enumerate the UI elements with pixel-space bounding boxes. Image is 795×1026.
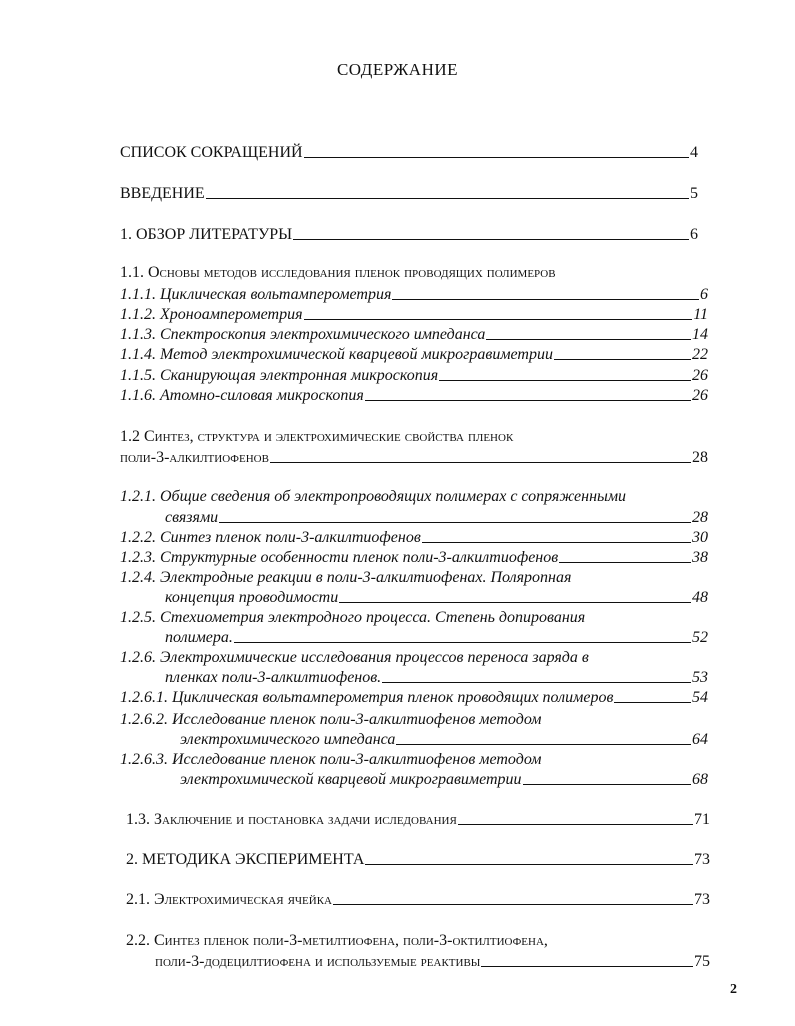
toc-entry-page: 73: [694, 851, 710, 868]
toc-entry-text: 1.1.3. Спектроскопия электрохимического импеданса: [120, 326, 486, 343]
toc-leader: [458, 824, 693, 825]
toc-entry: [120, 285, 708, 304]
toc-entry-text: ВВЕДЕНИЕ: [120, 185, 205, 202]
toc-entry-page: 54: [692, 689, 708, 706]
toc-leader: [382, 682, 691, 683]
toc-entry-line: 1.2.4. Электродные реакции в поли-3-алкилтиофенах. Полярonная: [120, 569, 572, 586]
toc-leader: [422, 542, 691, 543]
toc-section-heading: 2.2. Синтез пленок поли-3-метилтиофена, поли-3-октилтиофена,: [126, 932, 548, 949]
toc-entry-line: 1.2.6.3. Исследование пленок поли-3-алкилтиофенов методом: [120, 751, 542, 768]
toc-entry: [165, 628, 708, 647]
toc-entry-text: поли-3-алкилтиофенов: [120, 449, 269, 466]
toc-entry-page: 6: [700, 286, 708, 303]
toc-entry: [120, 325, 708, 344]
toc-entry-text: 1.3. Заключение и постановка задачи иследования: [126, 811, 457, 828]
toc-entry-page: 6: [690, 226, 698, 243]
toc-entry: [165, 508, 708, 527]
toc-entry: [120, 386, 708, 405]
toc-leader: [333, 904, 693, 905]
toc-leader: [392, 299, 699, 300]
toc-leader: [304, 157, 689, 158]
toc-entry-text: 1. ОБЗОР ЛИТЕРАТУРЫ: [120, 226, 293, 243]
toc-leader: [559, 562, 691, 563]
toc-leader: [365, 400, 691, 401]
toc-entry-text: 2.1. Электрохимическая ячейка: [126, 891, 332, 908]
toc-leader: [206, 198, 689, 199]
toc-leader: [486, 339, 691, 340]
toc-entry-page: 14: [692, 326, 708, 343]
toc-leader: [293, 239, 689, 240]
toc-entry-page: 75: [694, 953, 710, 970]
toc-entry: [120, 366, 708, 385]
toc-entry-page: 28: [692, 509, 708, 526]
toc-entry-page: 48: [692, 589, 708, 606]
toc-entry: [126, 890, 710, 909]
toc-entry: [180, 770, 708, 789]
toc-entry-text: поли-3-додецилтиофена и используемые реактивы: [155, 953, 481, 970]
toc-leader: [339, 602, 691, 603]
toc-leader: [270, 462, 691, 463]
toc-entry-text: 1.1.4. Метод электрохимической кварцевой микрогравиметрии: [120, 346, 553, 363]
toc-entry-page: 11: [693, 306, 708, 323]
toc-entry-page: 64: [692, 731, 708, 748]
toc-entry-line: 1.2.6. Электрохимические исследования процессов переноса заряда в: [120, 649, 589, 666]
toc-entry-page: 28: [692, 449, 708, 466]
toc-leader: [365, 864, 693, 865]
toc-entry-text: электрохимического импеданса: [180, 731, 396, 748]
toc-entry-text: полимера.: [165, 629, 233, 646]
toc-leader: [304, 319, 693, 320]
page-title: СОДЕРЖАНИЕ: [336, 60, 459, 79]
toc-leader: [523, 784, 691, 785]
toc-entry-page: 26: [692, 367, 708, 384]
toc-entry: [120, 143, 698, 162]
toc-entry: [126, 810, 710, 829]
toc-entry: [180, 730, 708, 749]
toc-entry: [120, 688, 708, 707]
toc-entry-text: концепция проводимости: [165, 589, 339, 606]
toc-leader: [234, 642, 691, 643]
page-number: 2: [730, 982, 737, 997]
toc-entry-text: пленках поли-3-алкилтиофенов.: [165, 669, 382, 686]
toc-entry-page: 5: [690, 185, 698, 202]
toc-leader: [396, 744, 691, 745]
toc-entry: [120, 345, 708, 364]
toc-entry: [126, 850, 710, 869]
toc-leader: [614, 702, 691, 703]
toc-entry-line: 1.2.6.2. Исследование пленок поли-3-алкилтиофенов методом: [120, 711, 542, 728]
toc-entry-text: 1.1.6. Атомно-силовая микроскопия: [120, 387, 364, 404]
toc-entry-page: 68: [692, 771, 708, 788]
toc-entry: [155, 952, 710, 971]
toc-entry-page: 22: [692, 346, 708, 363]
toc-entry-text: 1.2.2. Синтез пленок поли-3-алкилтиофенов: [120, 529, 421, 546]
toc-entry-text: 1.2.6.1. Циклическая вольтамперометрия пленок проводящих полимеров: [120, 689, 614, 706]
toc-entry-page: 4: [690, 144, 698, 161]
toc-entry-page: 71: [694, 811, 710, 828]
toc-entry-page: 52: [692, 629, 708, 646]
toc-entry-text: 1.1.2. Хроноамперометрия: [120, 306, 303, 323]
toc-entry-text: 1.1.5. Сканирующая электронная микроскопия: [120, 367, 439, 384]
toc-entry-page: 38: [692, 549, 708, 566]
toc-entry-page: 30: [692, 529, 708, 546]
toc-entry-text: СПИСОК СОКРАЩЕНИЙ: [120, 144, 303, 161]
toc-leader: [481, 966, 693, 967]
toc-entry-text: связями: [165, 509, 219, 526]
toc-entry: [165, 668, 708, 687]
toc-entry-text: 2. МЕТОДИКА ЭКСПЕРИМЕНТА: [126, 851, 365, 868]
toc-entry: [120, 184, 698, 203]
toc-entry: [120, 448, 708, 467]
toc-entry-text: электрохимической кварцевой микрогравиметрии: [180, 771, 522, 788]
toc-entry: [165, 588, 708, 607]
toc-section-heading: 1.2 Синтез, структура и электрохимические свойства пленок: [120, 428, 514, 445]
toc-leader: [219, 522, 691, 523]
toc-entry-page: 26: [692, 387, 708, 404]
toc-section-heading: 1.1. Основы методов исследования пленок проводящих полимеров: [120, 264, 556, 281]
toc-leader: [554, 359, 691, 360]
toc-entry-text: 1.2.3. Структурные особенности пленок поли-3-алкилтиофенов: [120, 549, 559, 566]
toc-entry: [120, 528, 708, 547]
toc-entry-line: 1.2.1. Общие сведения об электропроводящих полимерах с сопряженными: [120, 488, 627, 505]
toc-leader: [439, 380, 691, 381]
toc-entry: [120, 548, 708, 567]
toc-entry: [120, 225, 698, 244]
toc-entry: [120, 305, 708, 324]
toc-entry-text: 1.1.1. Циклическая вольтамперометрия: [120, 286, 392, 303]
toc-entry-page: 53: [692, 669, 708, 686]
toc-entry-line: 1.2.5. Стехиометрия электродного процесса. Степень допирования: [120, 609, 586, 626]
toc-entry-page: 73: [694, 891, 710, 908]
